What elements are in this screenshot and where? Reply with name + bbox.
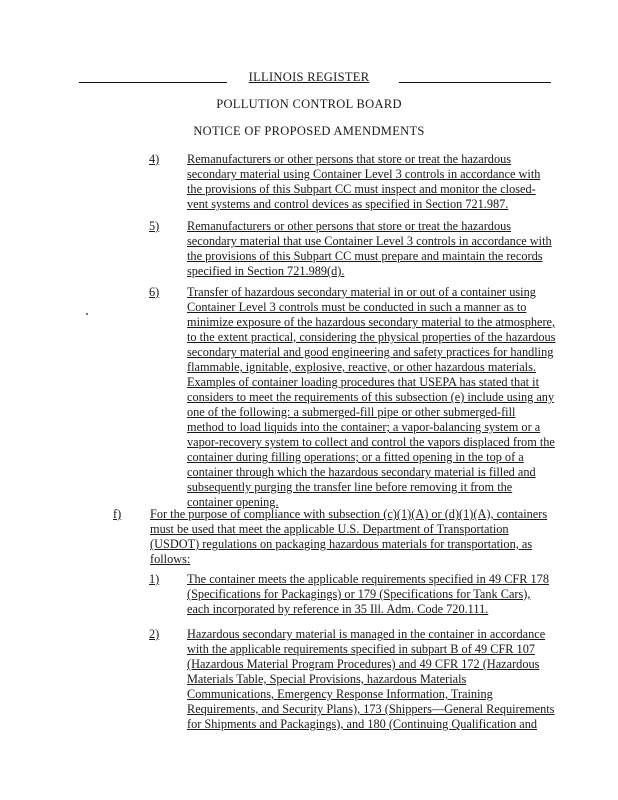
paragraph-line: Requirements, and Security Plans), 173 (Shippers—General Requirements [187,702,555,716]
paragraph-line: secondary material and good engineering and safety practices for handling [187,345,554,359]
paragraph-line: flammable, ignitable, explosive, reactive, or other hazardous materials. [187,360,536,374]
item-paragraph [187,285,555,510]
paragraph-line: secondary material using Container Level 3 controls in accordance with [187,167,541,181]
item-number: 1) [149,572,160,586]
paragraph-line: method to load liquids into the container; a vapor-balancing system or a [187,420,541,434]
paragraph-line: Materials Table, Special Provisions, hazardous Materials [187,672,467,686]
paragraph-line: (Hazardous Material Program Procedures) and 49 CFR 172 (Hazardous [187,657,540,671]
paragraph-line: secondary material that use Container Level 3 controls in accordance with [187,234,552,248]
item-number: 2) [149,627,160,641]
paragraph-line: must be used that meet the applicable U.S. Department of Transportation [150,522,509,536]
paragraph-line: Remanufacturers or other persons that store or treat the hazardous [187,152,512,166]
board-title: POLLUTION CONTROL BOARD [216,97,402,111]
paragraph-line: container during filling operations; or a fitted opening in the top of a [187,450,524,464]
paragraph-line: (USDOT) regulations on packaging hazardous materials for transportation, as [150,537,533,551]
paragraph-line: The container meets the applicable requirements specified in 49 CFR 178 [187,572,549,586]
subsection-paragraph [150,507,547,567]
paragraph-line: to the extent practical, considering the physical properties of the hazardous [187,330,556,344]
item-number: 6) [149,285,160,299]
item-number: 4) [149,152,160,166]
item-paragraph [187,627,554,732]
paragraph-line: container opening. [187,495,279,509]
paragraph-line: vapor-recovery system to collect and control the vapors displaced from the [187,435,555,449]
paragraph-line: Container Level 3 controls must be conducted in such a manner as to [187,300,527,314]
paragraph-line: the provisions of this Subpart CC must inspect and monitor the closed- [187,182,536,196]
paragraph-line: each incorporated by reference in 35 Ill. Adm. Code 720.111. [187,602,489,616]
paragraph-line: specified in Section 721.989(d). [187,264,345,278]
notice-title: NOTICE OF PROPOSED AMENDMENTS [193,124,425,138]
paragraph-line: minimize exposure of the hazardous secondary material to the atmosphere, [187,315,556,329]
paragraph-line: container through which the hazardous secondary material is filled and [187,465,536,479]
item-paragraph [187,152,540,212]
paragraph-line: considers to meet the requirements of this subsection (e) include using any [187,390,555,404]
item-number: 5) [149,219,160,233]
paragraph-line: Communications, Emergency Response Information, Training [187,687,493,701]
paragraph-line: Hazardous secondary material is managed in the container in accordance [187,627,546,641]
item-paragraph [187,219,552,279]
scan-speck [86,313,88,315]
paragraph-line: for Shipments and Packagings), and 180 (Continuing Qualification and [187,717,538,731]
paragraph-line: subsequently purging the transfer line before removing it from the [187,480,513,494]
paragraph-line: vent systems and control devices as specified in Section 721.987. [187,197,509,211]
paragraph-line: (Specifications for Packagings) or 179 (Specifications for Tank Cars), [187,587,531,601]
paragraph-line: For the purpose of compliance with subsection (c)(1)(A) or (d)(1)(A), containers [150,507,548,521]
paragraph-line: Remanufacturers or other persons that store or treat the hazardous [187,219,512,233]
paragraph-line: Examples of container loading procedures that USEPA has stated that it [187,375,539,389]
paragraph-line: with the applicable requirements specified in subpart B of 49 CFR 107 [187,642,535,656]
paragraph-line: Transfer of hazardous secondary material in or out of a container using [187,285,536,299]
paragraph-line: the provisions of this Subpart CC must prepare and maintain the records [187,249,543,263]
paragraph-line: one of the following: a submerged-fill pipe or other submerged-fill [187,405,516,419]
subsection-letter: f) [113,507,122,521]
register-title: ILLINOIS REGISTER [248,70,370,84]
paragraph-line: follows: [150,552,191,566]
item-paragraph [187,572,549,617]
